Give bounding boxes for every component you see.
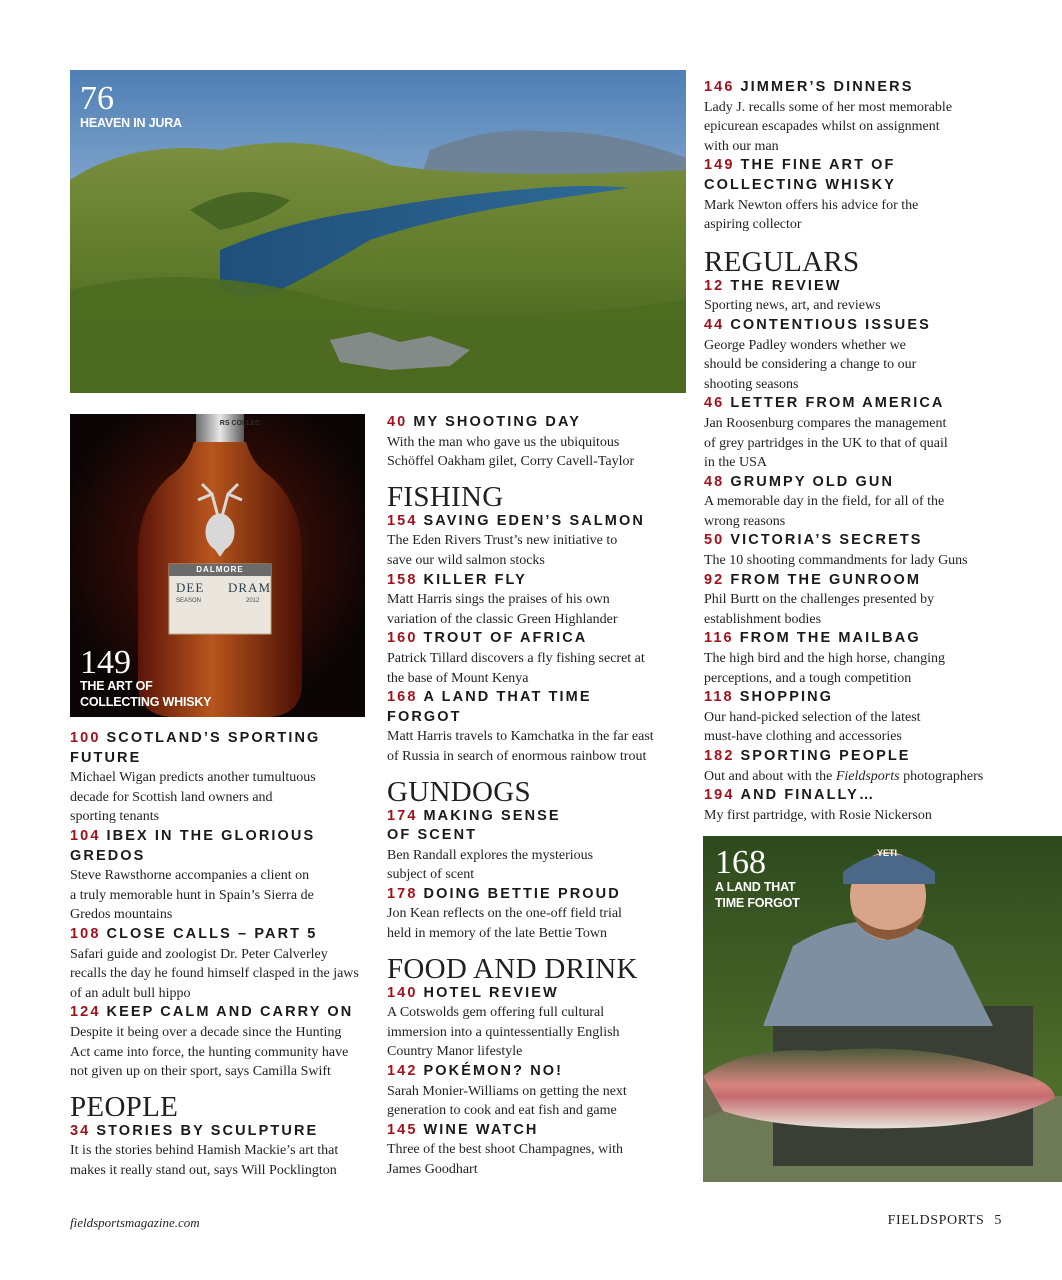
entry-title-text: MY SHOOTING DAY <box>413 414 582 430</box>
entry-title <box>704 277 1004 297</box>
entry-title-cont: FUTURE <box>70 749 142 766</box>
whisky-page-number: 149 <box>80 644 131 681</box>
entry-title <box>70 1122 370 1142</box>
entry-title <box>70 827 370 847</box>
entry-number: 194 <box>704 787 735 804</box>
toc-entry[interactable] <box>387 984 687 1062</box>
entry-description: My first partridge, with Rosie Nickerson <box>704 807 932 823</box>
entry-title <box>387 512 687 532</box>
entry-number: 149 <box>704 157 735 174</box>
middle-column <box>387 413 687 1180</box>
right-column <box>704 78 1004 825</box>
entry-description: subject of scent <box>387 867 475 883</box>
entry-description-post: photographers <box>899 768 984 784</box>
entry-title-text: LETTER FROM AMERICA <box>730 395 945 412</box>
entry-description: James Goodhart <box>387 1162 478 1177</box>
footer-page-number: 5 <box>994 1213 1002 1228</box>
entry-title-text: VICTORIA’S SECRETS <box>730 532 923 549</box>
entry-title-text: CLOSE CALLS – PART 5 <box>106 925 318 942</box>
whisky-caption-line2: COLLECTING WHISKY <box>80 695 212 709</box>
entry-number: 140 <box>387 984 418 1001</box>
entry-title-text: GRUMPY OLD GUN <box>730 473 895 490</box>
entry-number: 154 <box>387 512 418 529</box>
entry-title <box>387 1121 687 1141</box>
entry-description: decade for Scottish land owners and <box>70 789 273 805</box>
entry-number: 160 <box>387 630 418 647</box>
entry-title-text: SPORTING PEOPLE <box>740 748 911 764</box>
toc-entry[interactable] <box>704 571 1004 630</box>
entry-number: 116 <box>704 630 734 647</box>
entry-title-text: TROUT OF AFRICA <box>423 630 588 647</box>
entry-description: Phil Burtt on the challenges presented by <box>704 592 935 608</box>
toc-entry[interactable] <box>387 807 687 885</box>
left-column <box>70 729 370 1180</box>
bottle-label-dee: DEE <box>176 580 205 595</box>
footer-magazine-name: FIELDSPORTS <box>887 1213 985 1228</box>
entry-title-cont: GREDOS <box>70 847 146 864</box>
toc-entry[interactable] <box>70 925 370 1003</box>
entry-description: Act came into force, the hunting community have <box>70 1044 349 1060</box>
jura-page-number: 76 <box>80 80 114 117</box>
entry-title-text: POKÉMON? NO! <box>423 1063 564 1080</box>
entry-description: Michael Wigan predicts another tumultuous <box>70 770 316 786</box>
entry-description: Jan Roosenburg compares the management <box>704 415 947 431</box>
entry-title <box>387 571 687 591</box>
entry-number: 34 <box>70 1122 91 1139</box>
bottle-label-dram: DRAM <box>228 580 272 595</box>
entry-title <box>704 747 1004 767</box>
entry-title-text: KILLER FLY <box>423 571 527 588</box>
entry-description: Our hand-picked selection of the latest <box>704 709 921 725</box>
entry-description: shooting seasons <box>704 376 799 392</box>
toc-entry[interactable] <box>387 571 687 630</box>
toc-entry[interactable] <box>387 688 687 766</box>
entry-description: Sporting news, art, and reviews <box>704 298 881 314</box>
section-heading-gundogs: GUNDOGS <box>387 775 531 808</box>
entry-description: Jon Kean reflects on the one-off field trial <box>387 906 622 922</box>
entry-description: The high bird and the high horse, changing <box>704 651 946 667</box>
entry-number: 100 <box>70 730 101 746</box>
entry-description: With the man who gave us the ubiquitous <box>387 434 620 450</box>
entry-description: with our man <box>704 138 779 154</box>
whisky-caption-line1: THE ART OF <box>80 679 153 693</box>
entry-description: Lady J. recalls some of her most memorable <box>704 99 953 115</box>
entry-description: save our wild salmon stocks <box>387 552 545 568</box>
entry-description: of Russia in search of enormous rainbow trout <box>387 748 647 764</box>
entry-description: Three of the best shoot Champagnes, with <box>387 1142 624 1158</box>
entry-number: 104 <box>70 827 101 844</box>
entry-number: 92 <box>704 571 725 588</box>
toc-entry[interactable] <box>704 277 1004 316</box>
entry-description: a truly memorable hunt in Spain’s Sierra de <box>70 887 314 903</box>
entry-title <box>387 629 687 649</box>
entry-description: aspiring collector <box>704 217 802 233</box>
entry-description: Matt Harris sings the praises of his own <box>387 592 610 608</box>
entry-title <box>387 413 687 433</box>
entry-title <box>704 156 1004 176</box>
entry-title <box>70 925 370 945</box>
entry-number: 12 <box>704 277 725 294</box>
toc-entry[interactable] <box>704 394 1004 472</box>
toc-entry[interactable] <box>70 827 370 925</box>
section-heading-regulars: REGULARS <box>704 245 860 278</box>
entry-title <box>704 571 1004 591</box>
toc-entry[interactable] <box>387 1062 687 1121</box>
cap-logo-text: YETI <box>877 848 898 858</box>
entry-description: immersion into a quintessentially English <box>387 1024 620 1040</box>
entry-description: epicurean escapades whilst on assignment <box>704 119 940 135</box>
entry-title-cont: COLLECTING WHISKY <box>704 176 896 193</box>
whisky-bottle-photo <box>70 414 365 717</box>
entry-description: Sarah Monier-Williams on getting the next <box>387 1083 627 1099</box>
entry-title <box>387 688 687 708</box>
entry-description: perceptions, and a tough competition <box>704 670 912 686</box>
entry-title <box>704 394 1004 414</box>
entry-title-text: FROM THE MAILBAG <box>739 630 921 647</box>
toc-entry[interactable] <box>387 629 687 688</box>
toc-entry[interactable] <box>387 512 687 571</box>
entry-title-cont: FORGOT <box>387 708 462 725</box>
entry-description: The Eden Rivers Trust’s new initiative to <box>387 533 618 549</box>
entry-title-text: HOTEL REVIEW <box>423 984 559 1001</box>
entry-title <box>387 1062 687 1082</box>
entry-title-text: DOING BETTIE PROUD <box>423 885 621 902</box>
footer-folio <box>888 1213 1002 1229</box>
entry-title <box>704 473 1004 493</box>
entry-description-emphasis: Fieldsports <box>835 768 900 784</box>
entry-description: variation of the classic Green Highlander <box>387 611 618 627</box>
footer-website[interactable]: fieldsportsmagazine.com <box>70 1215 200 1230</box>
entry-number: 108 <box>70 925 101 942</box>
entry-description: of an adult bull hippo <box>70 985 191 1001</box>
entry-title <box>70 1003 370 1023</box>
toc-entry[interactable] <box>387 1121 687 1180</box>
toc-entry[interactable] <box>704 629 1004 688</box>
entry-title-text: SCOTLAND’S SPORTING <box>106 730 321 746</box>
toc-entry[interactable] <box>704 531 1004 570</box>
entry-title <box>70 729 370 749</box>
entry-description: recalls the day he found himself clasped in the jaws <box>70 966 359 982</box>
entry-number: 48 <box>704 473 725 490</box>
entry-number: 40 <box>387 414 408 430</box>
entry-title-text: THE FINE ART OF <box>740 157 896 174</box>
trout-page-number: 168 <box>715 844 766 881</box>
entry-description: makes it really stand out, says Will Pocklington <box>70 1162 337 1178</box>
entry-description: Despite it being over a decade since the Hunting <box>70 1024 342 1040</box>
entry-title <box>387 807 687 827</box>
entry-description: A memorable day in the field, for all of the <box>704 494 945 510</box>
entry-number: 124 <box>70 1004 101 1021</box>
entry-description: must-have clothing and accessories <box>704 729 902 745</box>
toc-entry[interactable] <box>704 156 1004 234</box>
entry-description: the base of Mount Kenya <box>387 670 529 686</box>
entry-number: 168 <box>387 689 418 706</box>
entry-title <box>704 786 1004 806</box>
entry-number: 46 <box>704 395 725 412</box>
entry-number: 44 <box>704 316 725 333</box>
entry-number: 50 <box>704 532 725 549</box>
toc-entry[interactable] <box>70 1122 370 1181</box>
entry-description: in the USA <box>704 455 767 471</box>
entry-description: Steve Rawsthorne accompanies a client on <box>70 868 310 884</box>
entry-title-cont: OF SCENT <box>387 827 478 844</box>
entry-description: Ben Randall explores the mysterious <box>387 847 594 863</box>
toc-entry[interactable] <box>704 473 1004 532</box>
entry-title-text: STORIES BY SCULPTURE <box>96 1122 319 1139</box>
entry-description: not given up on their sport, says Camilla Swift <box>70 1064 331 1080</box>
entry-description: of grey partridges in the UK to that of quail <box>704 435 948 451</box>
trout-caption-line2: TIME FORGOT <box>715 896 800 910</box>
jura-landscape-photo <box>70 70 686 393</box>
entry-description: Matt Harris travels to Kamchatka in the far east <box>387 729 654 745</box>
entry-description: generation to cook and eat fish and game <box>387 1103 617 1119</box>
entry-title-text: FROM THE GUNROOM <box>730 571 922 588</box>
bottle-label-season: SEASON <box>176 598 202 604</box>
entry-number: 158 <box>387 571 418 588</box>
entry-title-text: AND FINALLY… <box>740 787 876 804</box>
entry-description: Schöffel Oakham gilet, Corry Cavell-Taylor <box>387 454 635 470</box>
entry-description: should be considering a change to our <box>704 357 917 373</box>
toc-entry[interactable] <box>387 413 687 472</box>
entry-title-text: MAKING SENSE <box>423 807 561 824</box>
entry-description: Patrick Tillard discovers a fly fishing secret at <box>387 650 645 666</box>
entry-number: 118 <box>704 689 734 706</box>
trout-angler-photo <box>703 836 1062 1182</box>
entry-description-pre: Out and about with the <box>704 768 836 784</box>
toc-entry[interactable] <box>387 885 687 944</box>
toc-entry[interactable] <box>70 1003 370 1081</box>
entry-title-text: SHOPPING <box>739 689 834 706</box>
bottle-brand: DALMORE <box>196 565 244 574</box>
entry-description: held in memory of the late Bettie Town <box>387 926 607 942</box>
entry-description: sporting tenants <box>70 809 160 825</box>
entry-title <box>704 531 1004 551</box>
toc-entry[interactable] <box>70 729 370 827</box>
entry-number: 146 <box>704 79 735 95</box>
entry-description: establishment bodies <box>704 611 822 627</box>
entry-title-text: THE REVIEW <box>730 277 842 294</box>
section-heading-food-and-drink: FOOD AND DRINK <box>387 952 638 985</box>
entry-title-text: WINE WATCH <box>423 1121 539 1138</box>
entry-number: 178 <box>387 885 418 902</box>
entry-description: Gredos mountains <box>70 907 173 923</box>
section-heading-fishing: FISHING <box>387 480 504 513</box>
entry-description: wrong reasons <box>704 513 786 529</box>
entry-description: A Cotswolds gem offering full cultural <box>387 1005 605 1021</box>
entry-title <box>704 629 1004 649</box>
entry-title-text: A LAND THAT TIME <box>423 689 592 706</box>
entry-description: It is the stories behind Hamish Mackie’s art that <box>70 1143 339 1159</box>
bottle-neck-text: RS COLLEC <box>219 420 261 427</box>
toc-entry[interactable] <box>704 786 1004 825</box>
trout-caption-line1: A LAND THAT <box>715 880 796 894</box>
entry-description: Safari guide and zoologist Dr. Peter Calverley <box>70 946 328 962</box>
toc-entry[interactable] <box>704 78 1004 156</box>
entry-title-text: KEEP CALM AND CARRY ON <box>106 1004 354 1021</box>
entry-title-text: IBEX IN THE GLORIOUS <box>106 827 316 844</box>
entry-title-text: CONTENTIOUS ISSUES <box>730 316 931 333</box>
entry-number: 182 <box>704 748 735 764</box>
entry-title <box>704 688 1004 708</box>
entry-description: Country Manor lifestyle <box>387 1044 523 1060</box>
entry-title-text: JIMMER’S DINNERS <box>740 79 914 95</box>
toc-entry[interactable] <box>704 688 1004 747</box>
toc-entry[interactable] <box>704 747 1004 786</box>
jura-caption: HEAVEN IN JURA <box>80 116 182 130</box>
entry-description: The 10 shooting commandments for lady Guns <box>704 553 968 569</box>
entry-title <box>704 78 1004 98</box>
entry-title <box>387 984 687 1004</box>
entry-number: 145 <box>387 1121 418 1138</box>
toc-entry[interactable] <box>704 316 1004 394</box>
entry-description: Mark Newton offers his advice for the <box>704 197 919 213</box>
entry-title <box>387 885 687 905</box>
entry-description <box>704 767 1004 787</box>
section-heading-people: PEOPLE <box>70 1090 179 1123</box>
bottle-label-year: 2012 <box>246 598 260 604</box>
entry-number: 142 <box>387 1063 418 1080</box>
entry-title-text: SAVING EDEN’S SALMON <box>423 512 645 529</box>
entry-description: George Padley wonders whether we <box>704 337 906 353</box>
entry-title <box>704 316 1004 336</box>
entry-number: 174 <box>387 807 418 824</box>
